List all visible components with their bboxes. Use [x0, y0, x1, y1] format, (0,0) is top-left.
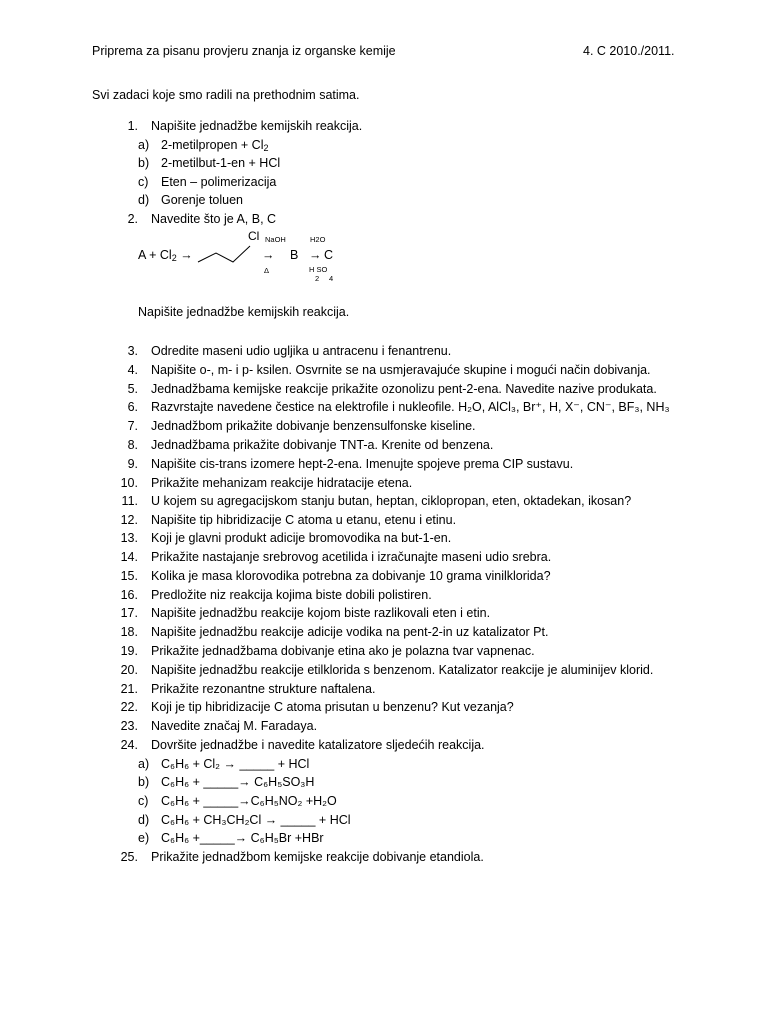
question-7: [112, 417, 476, 435]
question-number: 15.: [120, 569, 138, 583]
question-4: [112, 361, 651, 379]
question-14: [112, 548, 551, 566]
question-number: 16.: [120, 588, 138, 602]
question-text: Dovršite jednadžbe i navedite katalizatore sljedećih reakcija.: [151, 738, 485, 752]
question-text: Napišite tip hibridizacije C atoma u etanu, etenu i etinu.: [151, 513, 457, 527]
subscript: 2: [263, 143, 269, 153]
question-24-item: [138, 811, 351, 829]
subitem-text: 2-metilbut-1-en + HCl: [161, 156, 281, 170]
scheme-c-label: C: [324, 248, 334, 262]
question-text: Napišite jednadžbu reakcije adicije vodika na pent-2-in uz katalizator Pt.: [151, 625, 549, 639]
subitem-letter: c): [138, 175, 149, 189]
question-number: 2.: [127, 212, 138, 226]
scheme-b-label: B: [290, 248, 299, 262]
subitem-letter: b): [138, 156, 150, 170]
question-text: Koji je tip hibridizacije C atoma prisutan u benzenu? Kut vezanja?: [151, 700, 514, 714]
scheme-reactant: $A + Cl_2$ →: [138, 248, 193, 263]
question-24-item: [138, 829, 324, 847]
question-text: Prikažite rezonantne strukture naftalena.: [151, 682, 376, 696]
scheme-delta-label: Δ: [264, 266, 270, 275]
subitem-letter: e): [138, 831, 150, 845]
scheme-sub-2: 2: [315, 274, 320, 283]
subitem-letter: c): [138, 794, 149, 808]
subitem-text: 2-metilpropen + Cl: [161, 138, 264, 152]
question-text: Napišite cis-trans izomere hept-2-ena. Imenujte spojeve prema CIP sustavu.: [151, 457, 574, 471]
question-number: 1.: [127, 119, 138, 133]
question-text: Jednadžbama prikažite dobivanje TNT-a. Krenite od benzena.: [151, 438, 494, 452]
header-title: Priprema za pisanu provjeru znanja iz organske kemije: [92, 44, 396, 58]
question-18: [112, 623, 548, 641]
question-number: 4.: [127, 363, 138, 377]
question-24-item: [138, 792, 337, 810]
subitem-text: Eten – polimerizacija: [161, 175, 277, 189]
question-text: Prikažite jednadžbom kemijske reakcije dobivanje etandiola.: [151, 850, 484, 864]
question-number: 24.: [120, 738, 138, 752]
question-number: 9.: [127, 457, 138, 471]
question-16: [112, 586, 432, 604]
question-1-b: [138, 154, 280, 172]
subitem-letter: a): [138, 757, 150, 771]
question-number: 14.: [120, 550, 138, 564]
question-text: Kolika je masa klorovodika potrebna za dobivanje 10 grama vinilklorida?: [151, 569, 551, 583]
question-number: 12.: [120, 513, 138, 527]
question-number: 8.: [127, 438, 138, 452]
subitem-text: C₆H₆ +_____→ C₆H₅Br +HBr: [161, 831, 324, 845]
question-number: 10.: [120, 476, 138, 490]
subitem-text: C₆H₆ + _____→C₆H₅NO₂ +H₂O: [161, 794, 337, 808]
question-number: 11.: [121, 494, 138, 508]
question-text: Prikažite jednadžbama dobivanje etina ako je polazna tvar vapnenac.: [151, 644, 535, 658]
header-class-year: 4. C 2010./2011.: [583, 44, 675, 58]
question-text: Koji je glavni produkt adicije bromovodika na but-1-en.: [151, 531, 452, 545]
question-10: [112, 474, 412, 492]
question-text: Napišite jednadžbu reakcije kojom biste razlikovali eten i etin.: [151, 606, 491, 620]
question-23: [112, 717, 317, 735]
question-11: [112, 492, 631, 510]
question-number: 7.: [127, 419, 138, 433]
question-22: [112, 698, 514, 716]
question-24-item: [138, 773, 314, 791]
question-1-d: [138, 191, 243, 209]
scheme-h2o-label: H2O: [310, 235, 326, 244]
question-text: Prikažite mehanizam reakcije hidratacije etena.: [151, 476, 413, 490]
intro-text: Svi zadaci koje smo radili na prethodnim satima.: [92, 88, 360, 102]
question-text: Napišite o-, m- i p- ksilen. Osvrnite se na usmjeravajuće skupine i mogući način dobivanja.: [151, 363, 651, 377]
question-24: [112, 736, 485, 754]
question-number: 18.: [120, 625, 138, 639]
subitem-text: Gorenje toluen: [161, 193, 244, 207]
question-3: [112, 342, 451, 360]
arrow-icon: →: [262, 248, 275, 262]
subitem-letter: d): [138, 813, 150, 827]
question-9: [112, 455, 573, 473]
question-text: Razvrstajte navedene čestice na elektrofile i nukleofile. H₂O, AlCl₃, Br⁺, H, X⁻, CN⁻, BF₃, NH₃: [151, 400, 670, 414]
question-1: [112, 117, 362, 135]
question-text: Navedite značaj M. Faradaya.: [151, 719, 318, 733]
question-19: [112, 642, 535, 660]
subitem-letter: b): [138, 775, 150, 789]
question-text: Jednadžbama kemijske reakcije prikažite ozonolizu pent-2-ena. Navedite nazive produkata.: [151, 382, 657, 396]
question-number: 5.: [127, 382, 138, 396]
question-21: [112, 680, 375, 698]
arrow-icon: →: [180, 248, 193, 262]
question-text: Prikažite nastajanje srebrovog acetilida i izračunajte maseni udio srebra.: [151, 550, 552, 564]
question-text: Napišite jednadžbe kemijskih reakcija.: [151, 119, 363, 133]
scheme-sub-4: 4: [329, 274, 334, 283]
question-number: 21.: [120, 682, 138, 696]
question-24-item: [138, 755, 309, 773]
question-number: 13.: [120, 531, 138, 545]
question-number: 20.: [120, 663, 138, 677]
question-15: [112, 567, 551, 585]
scheme-naoh-label: NaOH: [265, 235, 286, 244]
question-12: [112, 511, 456, 529]
question-1-c: [138, 173, 276, 191]
scheme-h2so4-label: H SO: [309, 265, 328, 274]
question-text: Predložite niz reakcija kojima biste dobili polistiren.: [151, 588, 432, 602]
subitem-letter: d): [138, 193, 150, 207]
question-number: 22.: [120, 700, 138, 714]
question-text: Jednadžbom prikažite dobivanje benzensulfonske kiseline.: [151, 419, 476, 433]
question-2: [112, 210, 276, 228]
scheme-cl-label: Cl: [248, 229, 260, 243]
question-17: [112, 604, 490, 622]
subitem-text: C₆H₆ + CH₃CH₂Cl → _____ + HCl: [161, 813, 351, 827]
question-8: [112, 436, 493, 454]
question-number: 3.: [127, 344, 138, 358]
question-13: [112, 529, 451, 547]
question-text: Navedite što je A, B, C: [151, 212, 277, 226]
question-25: [112, 848, 484, 866]
question-number: 6.: [127, 400, 138, 414]
alkyl-chain-zigzag: [196, 242, 254, 266]
question-6: [112, 398, 670, 416]
question-1-a: [138, 136, 269, 154]
subitem-text: C₆H₆ + Cl₂ → _____ + HCl: [161, 757, 310, 771]
question-number: 23.: [120, 719, 138, 733]
question-20: [112, 661, 653, 679]
question-5: [112, 380, 657, 398]
question-2-followup: Napišite jednadžbe kemijskih reakcija.: [138, 305, 350, 319]
arrow-icon: →: [309, 248, 322, 262]
question-number: 25.: [120, 850, 138, 864]
question-number: 19.: [120, 644, 138, 658]
question-text: U kojem su agregacijskom stanju butan, heptan, ciklopropan, eten, oktadekan, ikosan?: [151, 494, 632, 508]
question-text: Napišite jednadžbu reakcije etilklorida s benzenom. Katalizator reakcije je aluminijev klorid.: [151, 663, 654, 677]
question-text: Odredite maseni udio ugljika u antracenu i fenantrenu.: [151, 344, 452, 358]
question-number: 17.: [120, 606, 138, 620]
subitem-letter: a): [138, 138, 150, 152]
subitem-text: C₆H₆ + _____→ C₆H₅SO₃H: [161, 775, 315, 789]
